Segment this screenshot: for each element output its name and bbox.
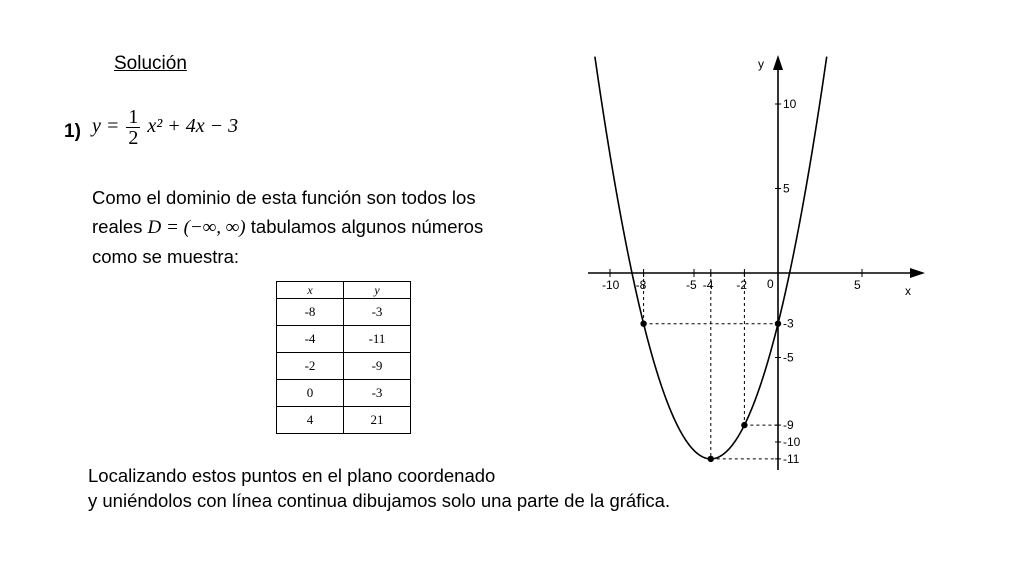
table-row — [277, 353, 411, 380]
table-cell: -9 — [344, 353, 411, 380]
y-tick-label: 10 — [783, 97, 797, 111]
x-tick-label: -8 — [635, 278, 647, 292]
function-formula — [92, 107, 238, 148]
y-tick-label: 5 — [783, 181, 790, 196]
paragraph-line-2 — [92, 212, 562, 242]
x-tick-label: 0 — [767, 277, 774, 291]
data-point — [640, 321, 646, 327]
data-point — [775, 321, 781, 327]
y-axis-label: y — [758, 57, 764, 71]
table-row — [277, 380, 411, 407]
explanation-paragraph — [92, 183, 562, 271]
table-cell: -2 — [277, 353, 344, 380]
solution-title: Solución — [114, 53, 187, 74]
table-cell: -3 — [344, 299, 411, 326]
y-tick-label: -9 — [783, 418, 794, 433]
domain-expression: D = (−∞, ∞) — [147, 217, 246, 238]
data-point — [741, 422, 747, 428]
x-tick-label: -5 — [686, 278, 697, 292]
y-tick-label: -10 — [783, 435, 801, 449]
table-cell: -3 — [344, 380, 411, 407]
closing-line-2: y uniéndolos con línea continua dibujamos solo una parte de la gráfica. — [88, 490, 671, 511]
x-tick-label: 5 — [854, 278, 861, 292]
y-tick-label: -11 — [783, 451, 800, 466]
paragraph-line-1: Como el dominio de esta función son todos los — [92, 187, 476, 208]
data-point — [708, 456, 714, 462]
problem-number: 1) — [64, 121, 81, 142]
y-axis-arrow — [773, 55, 783, 70]
y-tick-label: -5 — [783, 350, 794, 365]
parabola-graph — [580, 50, 940, 480]
values-table — [276, 281, 411, 434]
table-cell: -4 — [277, 326, 344, 353]
table-cell: -8 — [277, 299, 344, 326]
x-axis-label: x — [905, 284, 911, 298]
x-tick-label: -2 — [736, 278, 748, 292]
paragraph-line-2-prefix: reales — [92, 216, 143, 237]
closing-line-1: Localizando estos puntos en el plano coordenado — [88, 465, 496, 486]
table-cell: -11 — [344, 326, 411, 353]
table-header-x: x — [277, 282, 344, 299]
table-row — [277, 326, 411, 353]
parabola-curve — [595, 57, 827, 459]
formula-rest: x² + 4x − 3 — [147, 115, 239, 138]
paragraph-line-2-suffix: tabulamos algunos números — [250, 216, 484, 237]
formula-lhs: y = — [92, 115, 120, 138]
table-header-y: y — [344, 282, 411, 299]
fraction-numerator: 1 — [128, 106, 139, 128]
fraction-denominator: 2 — [128, 127, 139, 149]
table-row — [277, 299, 411, 326]
x-tick-label: -4 — [702, 278, 714, 292]
y-tick-label: -3 — [783, 316, 794, 331]
formula-fraction — [126, 107, 140, 148]
table-cell: 21 — [344, 407, 411, 434]
x-axis-arrow — [910, 268, 925, 278]
table-cell: 0 — [277, 380, 344, 407]
paragraph-line-3: como se muestra: — [92, 246, 240, 267]
x-tick-label: -10 — [602, 278, 620, 292]
table-cell: 4 — [277, 407, 344, 434]
table-row — [277, 407, 411, 434]
